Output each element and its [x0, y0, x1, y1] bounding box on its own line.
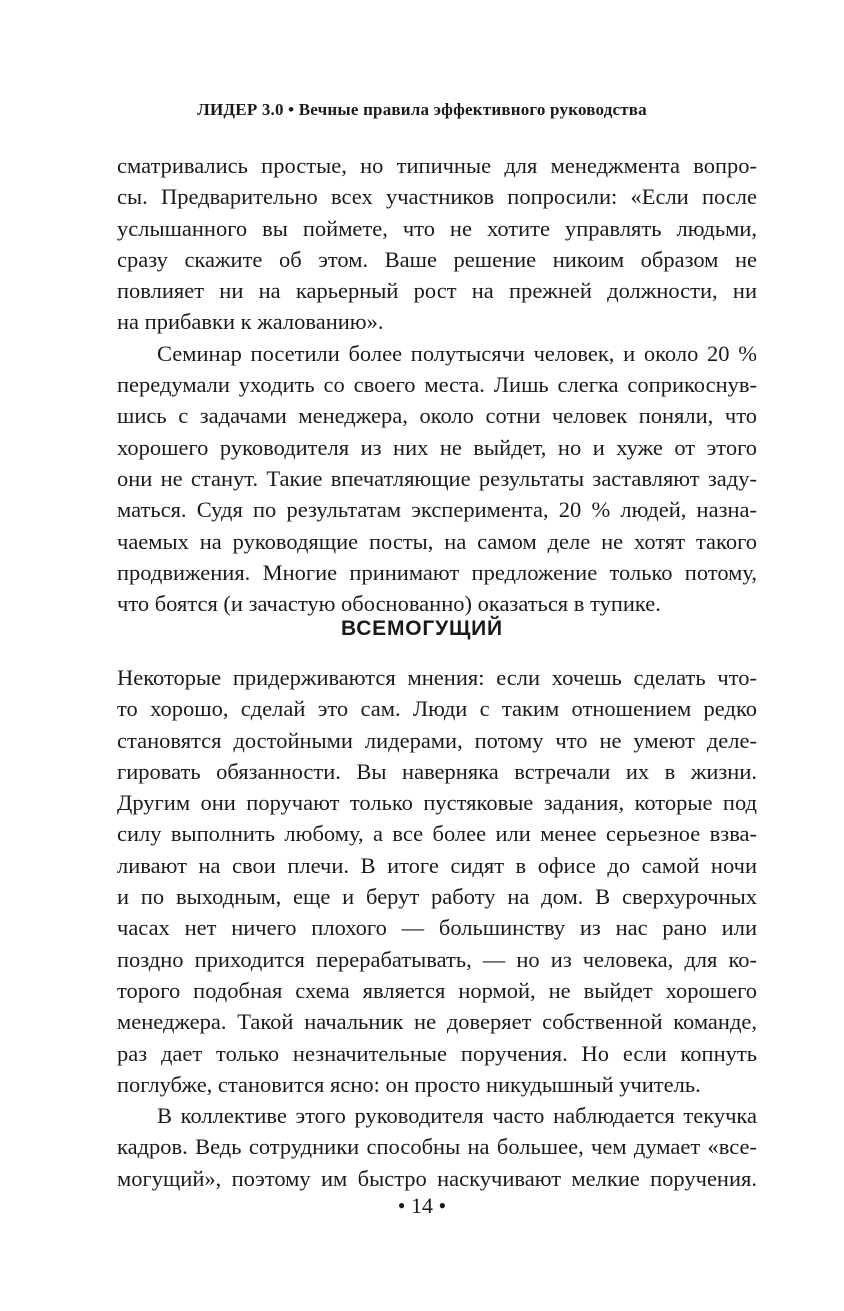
text-line: становятся достойными лидерами, потому что не умеют деле-: [117, 727, 757, 753]
text-line: чаемых на руководящие посты, на самом деле не хотят такого: [117, 528, 757, 554]
text-line: маться. Судя по результатам эксперимента, 20 % людей, назна-: [117, 497, 757, 523]
text-line: гировать обязанности. Вы наверняка встречали их в жизни.: [117, 758, 757, 784]
paragraph-block-2: [117, 662, 757, 1194]
running-head: ЛИДЕР 3.0 • Вечные правила эффективного руководства: [197, 100, 647, 119]
text-line: могущий», поэтому им быстро наскучивают мелкие поручения.: [117, 1165, 757, 1191]
text-line: торого подобная схема является нормой, не выйдет хорошего: [117, 977, 757, 1003]
text-line: силу выполнить любому, а все более или менее серьезное взва-: [117, 821, 757, 847]
text-line: сразу скажите об этом. Ваше решение никоим образом не: [117, 246, 757, 272]
text-line: продвижения. Многие принимают предложение только потому,: [117, 559, 757, 585]
text-line: часах нет ничего плохого — большинству из нас рано или: [117, 915, 757, 941]
text-line: на прибавки к жалованию».: [117, 309, 384, 335]
text-line: и по выходным, еще и берут работу на дом. В сверхурочных: [117, 884, 757, 910]
text-line: Семинар посетили более полутысячи человек, и около 20 %: [157, 340, 757, 366]
text-line: передумали уходить со своего места. Лишь слегка соприкоснув-: [117, 372, 757, 398]
section-heading: ВСЕМОГУЩИЙ: [341, 617, 503, 640]
text-line: сы. Предварительно всех участников попросили: «Если после: [117, 184, 757, 210]
text-line: хорошего руководителя из них не выйдет, но и хуже от этого: [117, 434, 757, 460]
text-line: то хорошо, сделай это сам. Люди с таким отношением редко: [117, 696, 757, 722]
text-line: повлияет ни на карьерный рост на прежней должности, ни: [117, 278, 757, 304]
text-line: шись с задачами менеджера, около сотни человек поняли, что: [117, 403, 757, 429]
text-line: поглубже, становится ясно: он просто никудышный учитель.: [117, 1071, 701, 1097]
text-line: сматривались простые, но типичные для менеджмента вопро-: [117, 153, 757, 178]
text-line: поздно приходится перерабатывать, — но из человека, для ко-: [117, 946, 757, 972]
text-line: они не станут. Такие впечатляющие результаты заставляют заду-: [117, 465, 757, 491]
text-line: раз дает только незначительные поручения. Но если копнуть: [117, 1040, 757, 1066]
text-line: Некоторые придерживаются мнения: если хочешь сделать что-: [117, 665, 757, 690]
text-line: менеджера. Такой начальник не доверяет собственной команде,: [117, 1009, 757, 1035]
page-number: • 14 •: [397, 1193, 447, 1218]
text-line: ливают на свои плечи. В итоге сидят в офисе до самой ночи: [117, 852, 757, 878]
text-line: услышанного вы поймете, что не хотите управлять людьми,: [117, 215, 757, 241]
text-line: Другим они поручают только пустяковые задания, которые под: [117, 790, 757, 816]
text-line: В коллективе этого руководителя часто наблюдается текучка: [157, 1103, 757, 1129]
text-line: кадров. Ведь сотрудники способны на большее, чем думает «все-: [117, 1134, 757, 1160]
paragraph-block-1: [117, 150, 757, 619]
text-line: что боятся (и зачастую обоснованно) оказаться в тупике.: [117, 591, 661, 617]
